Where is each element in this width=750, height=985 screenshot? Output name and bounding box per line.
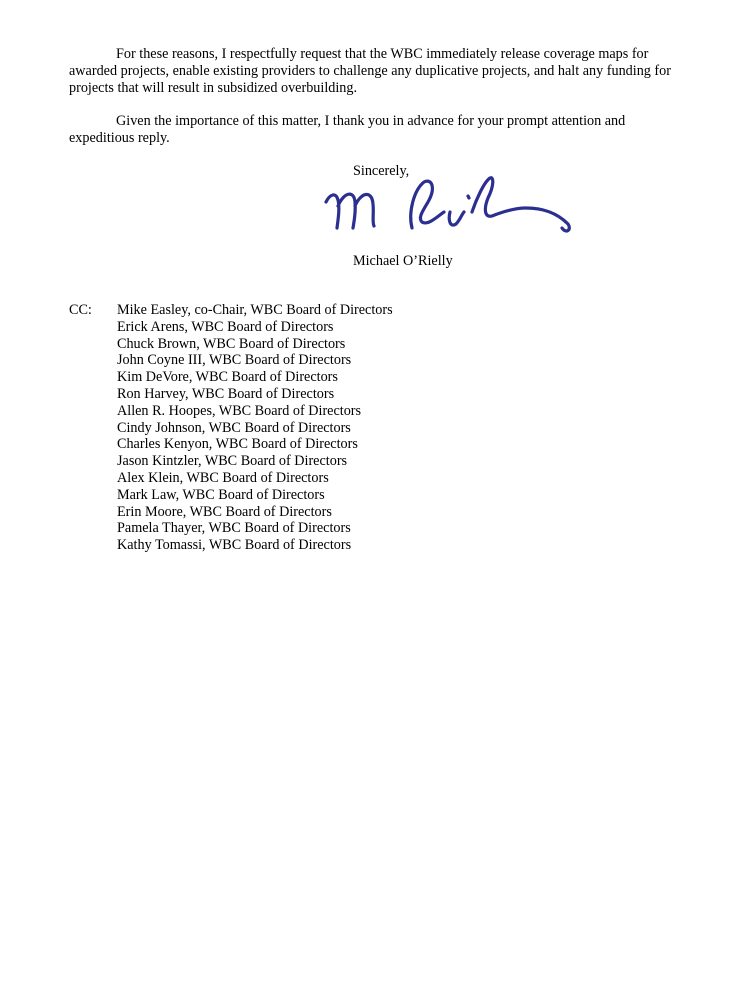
paragraph-thanks bbox=[69, 113, 689, 147]
cc-recipient: Kim DeVore, WBC Board of Directors bbox=[117, 369, 338, 386]
paragraph-request bbox=[69, 46, 689, 96]
cc-recipient: Kathy Tomassi, WBC Board of Directors bbox=[117, 537, 352, 554]
paragraph-line: For these reasons, I respectfully request that the WBC immediately release coverage maps for bbox=[116, 46, 649, 62]
cc-recipient: Erin Moore, WBC Board of Directors bbox=[117, 503, 332, 520]
handwritten-signature bbox=[318, 172, 588, 247]
cc-recipient: Alex Klein, WBC Board of Directors bbox=[117, 469, 329, 486]
cc-recipient: Ron Harvey, WBC Board of Directors bbox=[117, 385, 335, 402]
closing-salutation: Sincerely, bbox=[353, 163, 410, 179]
paragraph-line: projects that will result in subsidized overbuilding. bbox=[69, 79, 358, 96]
cc-recipient: Chuck Brown, WBC Board of Directors bbox=[117, 335, 346, 352]
cc-label: CC: bbox=[69, 302, 92, 318]
cc-recipient: John Coyne III, WBC Board of Directors bbox=[117, 352, 352, 369]
paragraph-line: Given the importance of this matter, I thank you in advance for your prompt attention and bbox=[116, 113, 626, 129]
cc-recipient: Mark Law, WBC Board of Directors bbox=[117, 486, 325, 503]
cc-recipient: Jason Kintzler, WBC Board of Directors bbox=[117, 453, 348, 470]
cc-recipient-list bbox=[117, 302, 393, 554]
cc-recipient: Erick Arens, WBC Board of Directors bbox=[117, 318, 334, 335]
cc-recipient: Pamela Thayer, WBC Board of Directors bbox=[117, 520, 351, 537]
signer-name: Michael O’Rielly bbox=[353, 253, 453, 269]
paragraph-line: expeditious reply. bbox=[69, 129, 170, 146]
cc-recipient: Cindy Johnson, WBC Board of Directors bbox=[117, 419, 351, 436]
cc-recipient: Allen R. Hoopes, WBC Board of Directors bbox=[117, 402, 362, 419]
cc-recipient: Charles Kenyon, WBC Board of Directors bbox=[117, 436, 358, 453]
paragraph-line: awarded projects, enable existing providers to challenge any duplicative projects, and halt any funding for bbox=[69, 62, 671, 79]
cc-recipient: Mike Easley, co-Chair, WBC Board of Directors bbox=[117, 302, 393, 318]
